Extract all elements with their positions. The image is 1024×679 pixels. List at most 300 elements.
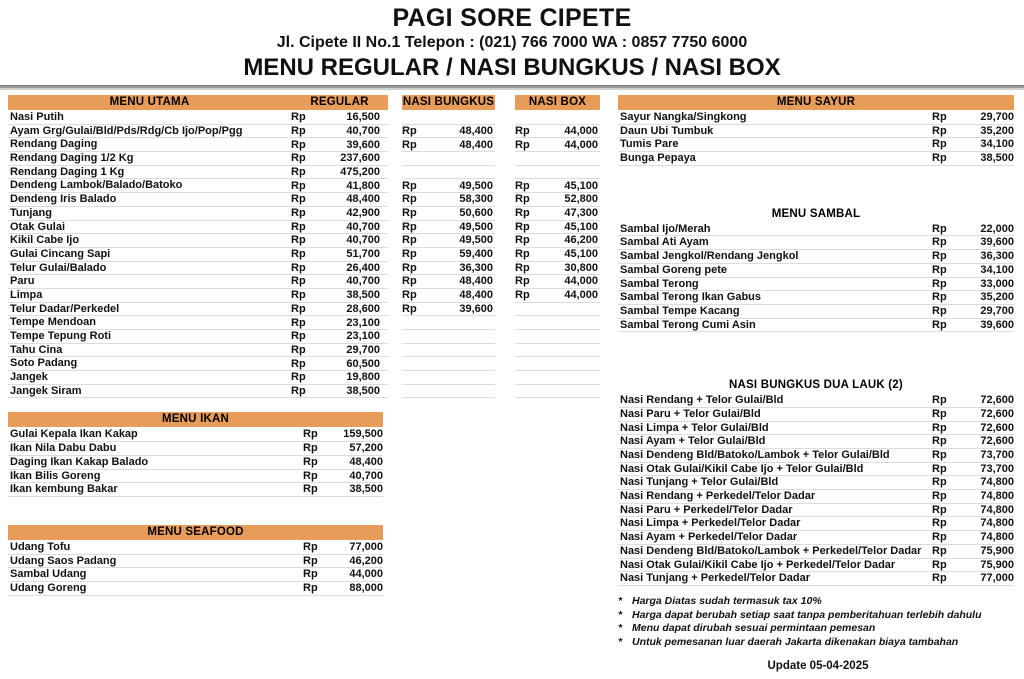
main-table-body xyxy=(8,111,608,398)
bullet-icon: * xyxy=(618,595,623,607)
currency-symbol: Rp xyxy=(932,236,962,250)
column-gap xyxy=(495,166,515,180)
item-name: Tempe Mendoan xyxy=(8,316,291,330)
currency-symbol: Rp xyxy=(303,456,331,470)
currency-symbol: Rp xyxy=(932,531,962,545)
item-name: Daun Ubi Tumbuk xyxy=(618,125,932,139)
price-regular xyxy=(291,262,388,276)
price-value: 77,000 xyxy=(331,541,383,555)
table-row xyxy=(8,111,608,125)
currency-symbol: Rp xyxy=(291,343,306,356)
note-text: Untuk pemesanan luar daerah Jakarta dikenakan biaya tambahan xyxy=(632,635,959,648)
item-name: Sambal Jengkol/Rendang Jengkol xyxy=(618,250,932,264)
currency-symbol: Rp xyxy=(291,193,306,206)
item-name: Limpa xyxy=(8,289,291,303)
note-item xyxy=(618,609,1018,623)
table-row xyxy=(618,111,1014,125)
menu-sambal-header: MENU SAMBAL xyxy=(771,207,861,220)
price-nasi-box xyxy=(515,166,600,180)
column-gap xyxy=(388,357,402,371)
currency-symbol: Rp xyxy=(515,234,530,247)
price-regular xyxy=(291,179,388,193)
price-nasi-bungkus xyxy=(402,357,495,371)
price-value: 52,800 xyxy=(564,193,598,206)
table-row xyxy=(618,125,1014,139)
currency-symbol: Rp xyxy=(932,250,962,264)
currency-symbol: Rp xyxy=(932,319,962,333)
table-row xyxy=(8,344,608,358)
item-name: Kikil Cabe Ijo xyxy=(8,234,291,248)
item-name: Sambal Goreng pete xyxy=(618,264,932,278)
price-value: 74,800 xyxy=(962,517,1014,531)
currency-symbol: Rp xyxy=(932,138,962,152)
column-gap xyxy=(388,385,402,399)
price-nasi-box xyxy=(515,111,600,125)
table-row xyxy=(618,435,1014,449)
menu-sambal-body xyxy=(618,223,1014,333)
note-item xyxy=(618,636,1018,650)
item-name: Gulai Cincang Sapi xyxy=(8,248,291,262)
table-row xyxy=(8,166,608,180)
currency-symbol: Rp xyxy=(303,483,331,497)
currency-symbol: Rp xyxy=(303,470,331,484)
price-nasi-box xyxy=(515,179,600,193)
price-value: 28,600 xyxy=(346,302,380,315)
item-name: Ayam Grg/Gulai/Bld/Pds/Rdg/Cb Ijo/Pop/Pgg xyxy=(8,125,291,139)
currency-symbol: Rp xyxy=(303,541,331,555)
table-row xyxy=(8,275,608,289)
item-name: Rendang Daging xyxy=(8,138,291,152)
price-value: 40,700 xyxy=(346,220,380,233)
table-row xyxy=(618,449,1014,463)
note-text: Menu dapat dirubah sesuai permintaan pemesan xyxy=(632,622,876,634)
item-name: Telur Gulai/Balado xyxy=(8,262,291,276)
price-nasi-box xyxy=(515,125,600,139)
note-item xyxy=(618,622,1018,636)
price-regular xyxy=(291,111,388,125)
table-row xyxy=(8,303,608,317)
currency-symbol: Rp xyxy=(515,207,530,219)
table-row xyxy=(8,138,608,152)
price-nasi-bungkus xyxy=(402,166,495,180)
item-name: Nasi Rendang + Telor Gulai/Bld xyxy=(618,394,932,408)
price-value: 40,700 xyxy=(331,470,383,484)
column-gap xyxy=(388,289,402,303)
currency-symbol: Rp xyxy=(515,275,530,288)
column-gap xyxy=(388,316,402,330)
price-nasi-bungkus xyxy=(402,371,495,385)
column-gap xyxy=(495,193,515,207)
header-nasi-box: NASI BOX xyxy=(515,95,600,110)
nasi-bungkus-dua-lauk-section xyxy=(618,378,1014,586)
column-gap xyxy=(388,138,402,152)
column-gap xyxy=(495,289,515,303)
currency-symbol: Rp xyxy=(932,125,962,139)
menu-sayur-section xyxy=(618,95,1014,166)
item-name: Nasi Putih xyxy=(8,111,291,125)
currency-symbol: Rp xyxy=(932,572,962,586)
table-row xyxy=(8,289,608,303)
price-value: 44,000 xyxy=(564,275,598,288)
note-text: Harga dapat berubah setiap saat tanpa pemberitahuan terlebih dahulu xyxy=(632,608,982,621)
column-gap xyxy=(495,385,515,399)
column-gap xyxy=(388,152,402,166)
price-regular xyxy=(291,207,388,221)
column-gap xyxy=(388,248,402,262)
price-value: 35,200 xyxy=(962,125,1014,139)
item-name: Nasi Tunjang + Telor Gulai/Bld xyxy=(618,476,932,490)
column-gap xyxy=(388,330,402,344)
item-name: Ikan kembung Bakar xyxy=(8,483,303,497)
item-name: Sayur Nangka/Singkong xyxy=(618,111,932,125)
price-nasi-bungkus xyxy=(402,138,495,152)
table-row xyxy=(8,582,383,596)
header-nasi-bungkus: NASI BUNGKUS xyxy=(402,96,495,108)
price-value: 38,500 xyxy=(331,483,383,497)
currency-symbol: Rp xyxy=(515,193,530,206)
column-gap xyxy=(495,125,515,139)
nasi-bungkus-dua-lauk-header: NASI BUNGKUS DUA LAUK (2) xyxy=(729,379,903,392)
table-row xyxy=(8,568,383,582)
price-value: 60,500 xyxy=(346,357,380,370)
price-value: 72,600 xyxy=(962,435,1014,449)
currency-symbol: Rp xyxy=(932,517,962,531)
price-nasi-bungkus xyxy=(402,344,495,358)
currency-symbol: Rp xyxy=(291,220,306,233)
price-value: 33,000 xyxy=(962,278,1014,292)
item-name: Nasi Paru + Telor Gulai/Bld xyxy=(618,408,932,422)
currency-symbol: Rp xyxy=(932,152,962,166)
item-name: Soto Padang xyxy=(8,357,291,371)
price-value: 29,700 xyxy=(962,111,1014,125)
price-nasi-bungkus xyxy=(402,303,495,317)
currency-symbol: Rp xyxy=(932,305,962,319)
item-name: Paru xyxy=(8,275,291,289)
currency-symbol: Rp xyxy=(932,449,962,463)
price-regular xyxy=(291,316,388,330)
price-nasi-box xyxy=(515,344,600,358)
price-value: 16,500 xyxy=(346,111,380,124)
column-gap xyxy=(495,275,515,289)
item-name: Nasi Limpa + Perkedel/Telor Dadar xyxy=(618,517,932,531)
table-row xyxy=(618,152,1014,166)
footer-notes xyxy=(618,595,1018,649)
item-name: Ikan Bilis Goreng xyxy=(8,470,303,484)
table-row xyxy=(618,463,1014,477)
price-nasi-box xyxy=(515,357,600,371)
table-row xyxy=(618,422,1014,436)
price-value: 48,400 xyxy=(346,193,380,206)
table-row xyxy=(618,264,1014,278)
currency-symbol: Rp xyxy=(932,223,962,237)
price-nasi-bungkus xyxy=(402,193,495,207)
price-value: 48,400 xyxy=(459,275,493,288)
bullet-icon: * xyxy=(618,608,623,621)
table-row xyxy=(618,278,1014,292)
column-gap xyxy=(388,303,402,317)
price-value: 74,800 xyxy=(962,504,1014,518)
table-row xyxy=(618,236,1014,250)
item-name: Udang Saos Padang xyxy=(8,555,303,569)
price-nasi-box xyxy=(515,316,600,330)
item-name: Sambal Ati Ayam xyxy=(618,236,932,250)
right-column xyxy=(610,95,1024,586)
price-value: 237,600 xyxy=(340,152,380,165)
column-gap xyxy=(495,152,515,166)
currency-symbol: Rp xyxy=(291,234,306,247)
currency-symbol: Rp xyxy=(515,261,530,274)
currency-symbol: Rp xyxy=(932,278,962,292)
price-regular xyxy=(291,248,388,262)
price-nasi-box xyxy=(515,289,600,303)
item-name: Daging Ikan Kakap Balado xyxy=(8,456,303,470)
price-value: 45,100 xyxy=(564,179,598,192)
menu-ikan-section xyxy=(8,412,383,496)
item-name: Rendang Daging 1/2 Kg xyxy=(8,152,291,166)
price-value: 73,700 xyxy=(962,463,1014,477)
currency-symbol: Rp xyxy=(402,302,417,315)
price-value: 42,900 xyxy=(346,207,380,219)
currency-symbol: Rp xyxy=(291,302,306,315)
currency-symbol: Rp xyxy=(932,408,962,422)
price-nasi-bungkus xyxy=(402,152,495,166)
bullet-icon: * xyxy=(618,622,623,634)
price-value: 44,000 xyxy=(564,124,598,137)
page-title: MENU REGULAR / NASI BUNGKUS / NASI BOX xyxy=(243,54,781,81)
price-nasi-box xyxy=(515,275,600,289)
price-value: 74,800 xyxy=(962,476,1014,490)
currency-symbol: Rp xyxy=(303,568,331,582)
table-row xyxy=(618,545,1014,559)
price-value: 44,000 xyxy=(331,568,383,582)
price-value: 48,400 xyxy=(459,124,493,137)
price-value: 72,600 xyxy=(962,408,1014,422)
item-name: Dendeng Lambok/Balado/Batoko xyxy=(8,179,291,193)
price-regular xyxy=(291,125,388,139)
table-row xyxy=(8,385,608,399)
price-regular xyxy=(291,289,388,303)
price-nasi-box xyxy=(515,193,600,207)
item-name: Rendang Daging 1 Kg xyxy=(8,166,291,180)
price-value: 34,100 xyxy=(962,138,1014,152)
price-nasi-box xyxy=(515,138,600,152)
column-gap xyxy=(495,357,515,371)
table-row xyxy=(8,483,383,497)
currency-symbol: Rp xyxy=(402,234,417,247)
column-gap xyxy=(495,262,515,276)
price-regular xyxy=(291,138,388,152)
table-row xyxy=(8,316,608,330)
column-gap xyxy=(388,275,402,289)
currency-symbol: Rp xyxy=(303,582,331,596)
price-nasi-box xyxy=(515,207,600,221)
table-row xyxy=(8,371,608,385)
table-row xyxy=(618,305,1014,319)
item-name: Nasi Otak Gulai/Kikil Cabe Ijo + Telor Gulai/Bld xyxy=(618,463,932,477)
menu-seafood-section xyxy=(8,525,383,596)
table-row xyxy=(618,223,1014,237)
price-value: 30,800 xyxy=(564,261,598,274)
item-name: Tempe Tepung Roti xyxy=(8,330,291,344)
table-row xyxy=(8,221,608,235)
currency-symbol: Rp xyxy=(932,490,962,504)
table-row xyxy=(618,408,1014,422)
item-name: Telur Dadar/Perkedel xyxy=(8,303,291,317)
table-row xyxy=(8,357,608,371)
currency-symbol: Rp xyxy=(932,545,962,559)
header-regular: REGULAR xyxy=(291,95,388,110)
item-name: Udang Tofu xyxy=(8,541,303,555)
currency-symbol: Rp xyxy=(291,152,306,165)
table-row xyxy=(8,262,608,276)
nasi-bungkus-dua-lauk-body xyxy=(618,394,1014,586)
price-nasi-bungkus xyxy=(402,111,495,125)
item-name: Nasi Dendeng Bld/Batoko/Lambok + Telor Gulai/Bld xyxy=(618,449,932,463)
page-header xyxy=(0,0,1024,82)
table-row xyxy=(8,125,608,139)
currency-symbol: Rp xyxy=(515,124,530,137)
currency-symbol: Rp xyxy=(291,124,306,137)
price-value: 49,500 xyxy=(459,179,493,192)
price-value: 48,400 xyxy=(459,289,493,302)
column-gap xyxy=(495,111,515,125)
price-regular xyxy=(291,221,388,235)
currency-symbol: Rp xyxy=(402,261,417,274)
table-row xyxy=(8,179,608,193)
price-value: 57,200 xyxy=(331,442,383,456)
column-gap xyxy=(388,125,402,139)
column-gap xyxy=(495,303,515,317)
currency-symbol: Rp xyxy=(291,371,306,384)
menu-ikan-body xyxy=(8,428,383,496)
column-gap xyxy=(495,344,515,358)
item-name: Otak Gulai xyxy=(8,221,291,235)
header-divider xyxy=(0,85,1024,90)
price-nasi-bungkus xyxy=(402,289,495,303)
item-name: Ikan Nila Dabu Dabu xyxy=(8,442,303,456)
restaurant-name: PAGI SORE CIPETE xyxy=(392,4,632,32)
currency-symbol: Rp xyxy=(402,207,417,219)
item-name: Nasi Tunjang + Perkedel/Telor Dadar xyxy=(618,572,932,586)
item-name: Gulai Kepala Ikan Kakap xyxy=(8,428,303,442)
price-regular xyxy=(291,166,388,180)
table-row xyxy=(8,330,608,344)
price-regular xyxy=(291,330,388,344)
item-name: Sambal Tempe Kacang xyxy=(618,305,932,319)
currency-symbol: Rp xyxy=(291,138,306,151)
table-row xyxy=(8,555,383,569)
currency-symbol: Rp xyxy=(402,193,417,206)
left-column xyxy=(0,95,608,596)
price-value: 51,700 xyxy=(346,248,380,261)
currency-symbol: Rp xyxy=(402,275,417,288)
column-gap xyxy=(388,207,402,221)
table-row xyxy=(618,517,1014,531)
column-gap xyxy=(388,193,402,207)
price-nasi-box xyxy=(515,248,600,262)
price-value: 72,600 xyxy=(962,394,1014,408)
table-row xyxy=(618,394,1014,408)
table-row xyxy=(618,319,1014,333)
item-name: Jangek xyxy=(8,371,291,385)
price-nasi-box xyxy=(515,262,600,276)
column-gap xyxy=(388,234,402,248)
column-gap xyxy=(495,316,515,330)
currency-symbol: Rp xyxy=(291,275,306,288)
currency-symbol: Rp xyxy=(932,291,962,305)
price-value: 88,000 xyxy=(331,582,383,596)
table-row xyxy=(8,207,608,221)
price-value: 40,700 xyxy=(346,234,380,247)
column-gap xyxy=(495,330,515,344)
currency-symbol: Rp xyxy=(402,138,417,151)
price-regular xyxy=(291,234,388,248)
column-gap xyxy=(495,179,515,193)
price-value: 29,700 xyxy=(962,305,1014,319)
price-value: 39,600 xyxy=(459,302,493,315)
currency-symbol: Rp xyxy=(932,476,962,490)
price-value: 38,500 xyxy=(346,289,380,302)
price-nasi-bungkus xyxy=(402,330,495,344)
price-value: 49,500 xyxy=(459,234,493,247)
currency-symbol: Rp xyxy=(303,555,331,569)
price-nasi-box xyxy=(515,221,600,235)
column-gap xyxy=(495,248,515,262)
price-value: 59,400 xyxy=(459,248,493,261)
column-gap xyxy=(388,344,402,358)
item-name: Nasi Otak Gulai/Kikil Cabe Ijo + Perkedel/Telor Dadar xyxy=(618,559,932,573)
currency-symbol: Rp xyxy=(402,289,417,302)
currency-symbol: Rp xyxy=(515,248,530,261)
table-row xyxy=(618,504,1014,518)
column-gap xyxy=(388,111,402,125)
item-name: Sambal Terong xyxy=(618,278,932,292)
column-gap xyxy=(388,262,402,276)
price-value: 36,300 xyxy=(459,261,493,274)
price-value: 40,700 xyxy=(346,275,380,288)
price-value: 75,900 xyxy=(962,545,1014,559)
table-row xyxy=(618,490,1014,504)
column-gap xyxy=(495,371,515,385)
table-row xyxy=(618,138,1014,152)
price-nasi-bungkus xyxy=(402,248,495,262)
currency-symbol: Rp xyxy=(932,559,962,573)
price-nasi-box xyxy=(515,385,600,399)
column-gap xyxy=(388,166,402,180)
item-name: Sambal Terong Cumi Asin xyxy=(618,319,932,333)
price-regular xyxy=(291,385,388,399)
price-nasi-box xyxy=(515,152,600,166)
currency-symbol: Rp xyxy=(932,422,962,436)
currency-symbol: Rp xyxy=(303,428,331,442)
price-value: 35,200 xyxy=(962,291,1014,305)
menu-sayur-header: MENU SAYUR xyxy=(618,95,1014,110)
price-value: 29,700 xyxy=(346,343,380,356)
price-value: 45,100 xyxy=(564,220,598,233)
main-table-header xyxy=(8,95,608,110)
price-regular xyxy=(291,193,388,207)
price-value: 75,900 xyxy=(962,559,1014,573)
currency-symbol: Rp xyxy=(291,316,306,329)
currency-symbol: Rp xyxy=(291,384,306,397)
price-value: 23,100 xyxy=(346,316,380,329)
table-row xyxy=(618,476,1014,490)
table-row xyxy=(618,291,1014,305)
price-value: 44,000 xyxy=(564,289,598,302)
update-date: Update 05-04-2025 xyxy=(767,660,869,672)
price-nasi-bungkus xyxy=(402,179,495,193)
price-value: 46,200 xyxy=(564,234,598,247)
